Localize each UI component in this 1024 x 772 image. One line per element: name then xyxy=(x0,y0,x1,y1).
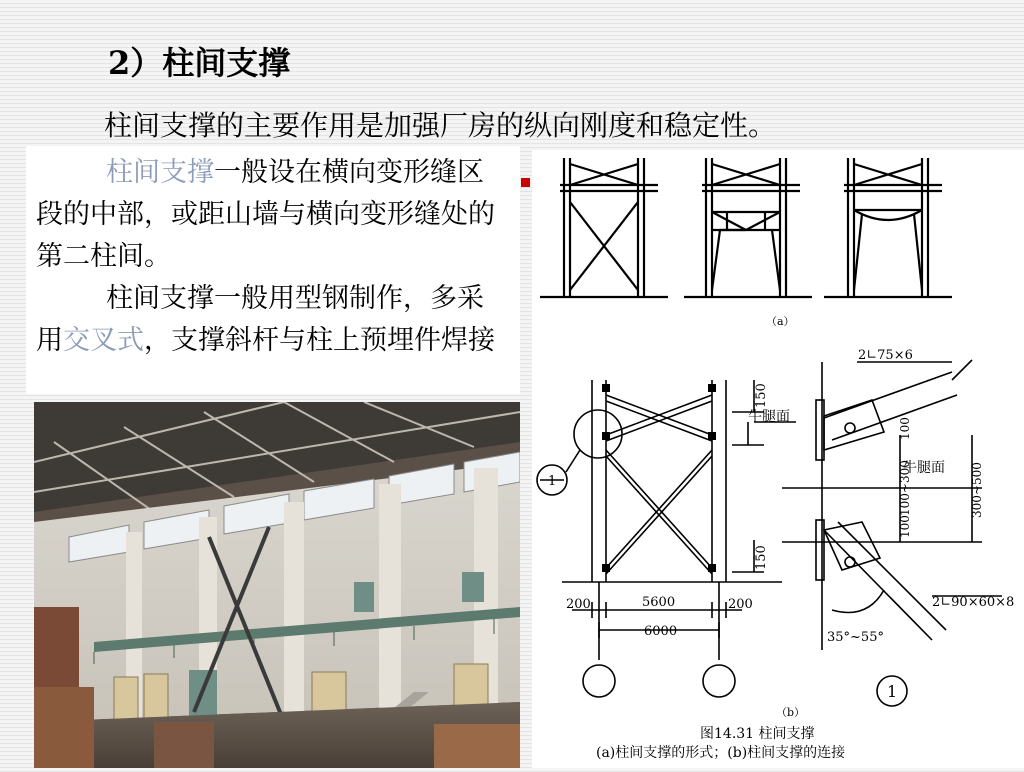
dim-100-300: 100~300 xyxy=(898,460,912,516)
paragraph-material-text-1: 柱间支撑一般用型钢制作，多采用 xyxy=(36,283,484,356)
panel-b-label: （b） xyxy=(776,706,806,719)
dim-200-left: 200 xyxy=(566,597,591,612)
detail-mark-1: 1 xyxy=(548,474,557,489)
bullet-square-icon xyxy=(521,178,530,187)
angle-steel-bottom: 2∟90×60×8 xyxy=(932,595,1015,610)
dim-5600: 5600 xyxy=(642,595,676,610)
paragraph-material-text-2: ，支撑斜杆与柱上预埋件焊接 xyxy=(144,325,495,356)
corbel-face-label-right: 牛腿面 xyxy=(903,460,945,476)
factory-interior-photo xyxy=(34,402,520,768)
angle-steel-top: 2∟75×6 xyxy=(858,348,913,363)
paragraph-material xyxy=(36,278,506,362)
figure-caption-subtitle: (a)柱间支撑的形式；(b)柱间支撑的连接 xyxy=(596,745,846,761)
column-bracing-diagram xyxy=(532,150,1024,768)
dim-150-top: 150 xyxy=(754,383,769,408)
dim-100-bottom: 100 xyxy=(898,515,912,538)
panel-a-label: （a） xyxy=(766,315,795,328)
paragraph-location xyxy=(36,152,506,278)
bracing-connection-panel-b xyxy=(537,380,796,697)
dim-150-bottom: 150 xyxy=(754,545,769,570)
intro-text: 柱间支撑的主要作用是加强厂房的纵向刚度和稳定性。 xyxy=(104,109,777,142)
detail-mark-1-large: 1 xyxy=(887,682,898,701)
figure-caption-title: 图14.31 柱间支撑 xyxy=(700,726,815,742)
term-column-bracing-highlight: 柱间支撑 xyxy=(106,157,214,188)
dim-200-right: 200 xyxy=(728,597,753,612)
slide-title: 2）柱间支撑 xyxy=(108,44,291,82)
dim-300-500: 300~500 xyxy=(970,462,984,518)
angle-range: 35°~55° xyxy=(827,630,884,645)
corbel-face-label-left: 牛腿面 xyxy=(748,409,790,425)
term-cross-type-highlight: 交叉式 xyxy=(63,325,144,356)
dim-100-top: 100 xyxy=(898,417,912,440)
dim-6000: 6000 xyxy=(644,624,678,639)
text-panel xyxy=(26,146,520,394)
paragraph-location-text: 一般设在横向变形缝区段的中部，或距山墙与横向变形缝处的第二柱间。 xyxy=(36,157,495,272)
bracing-forms-panel-a xyxy=(540,158,952,297)
